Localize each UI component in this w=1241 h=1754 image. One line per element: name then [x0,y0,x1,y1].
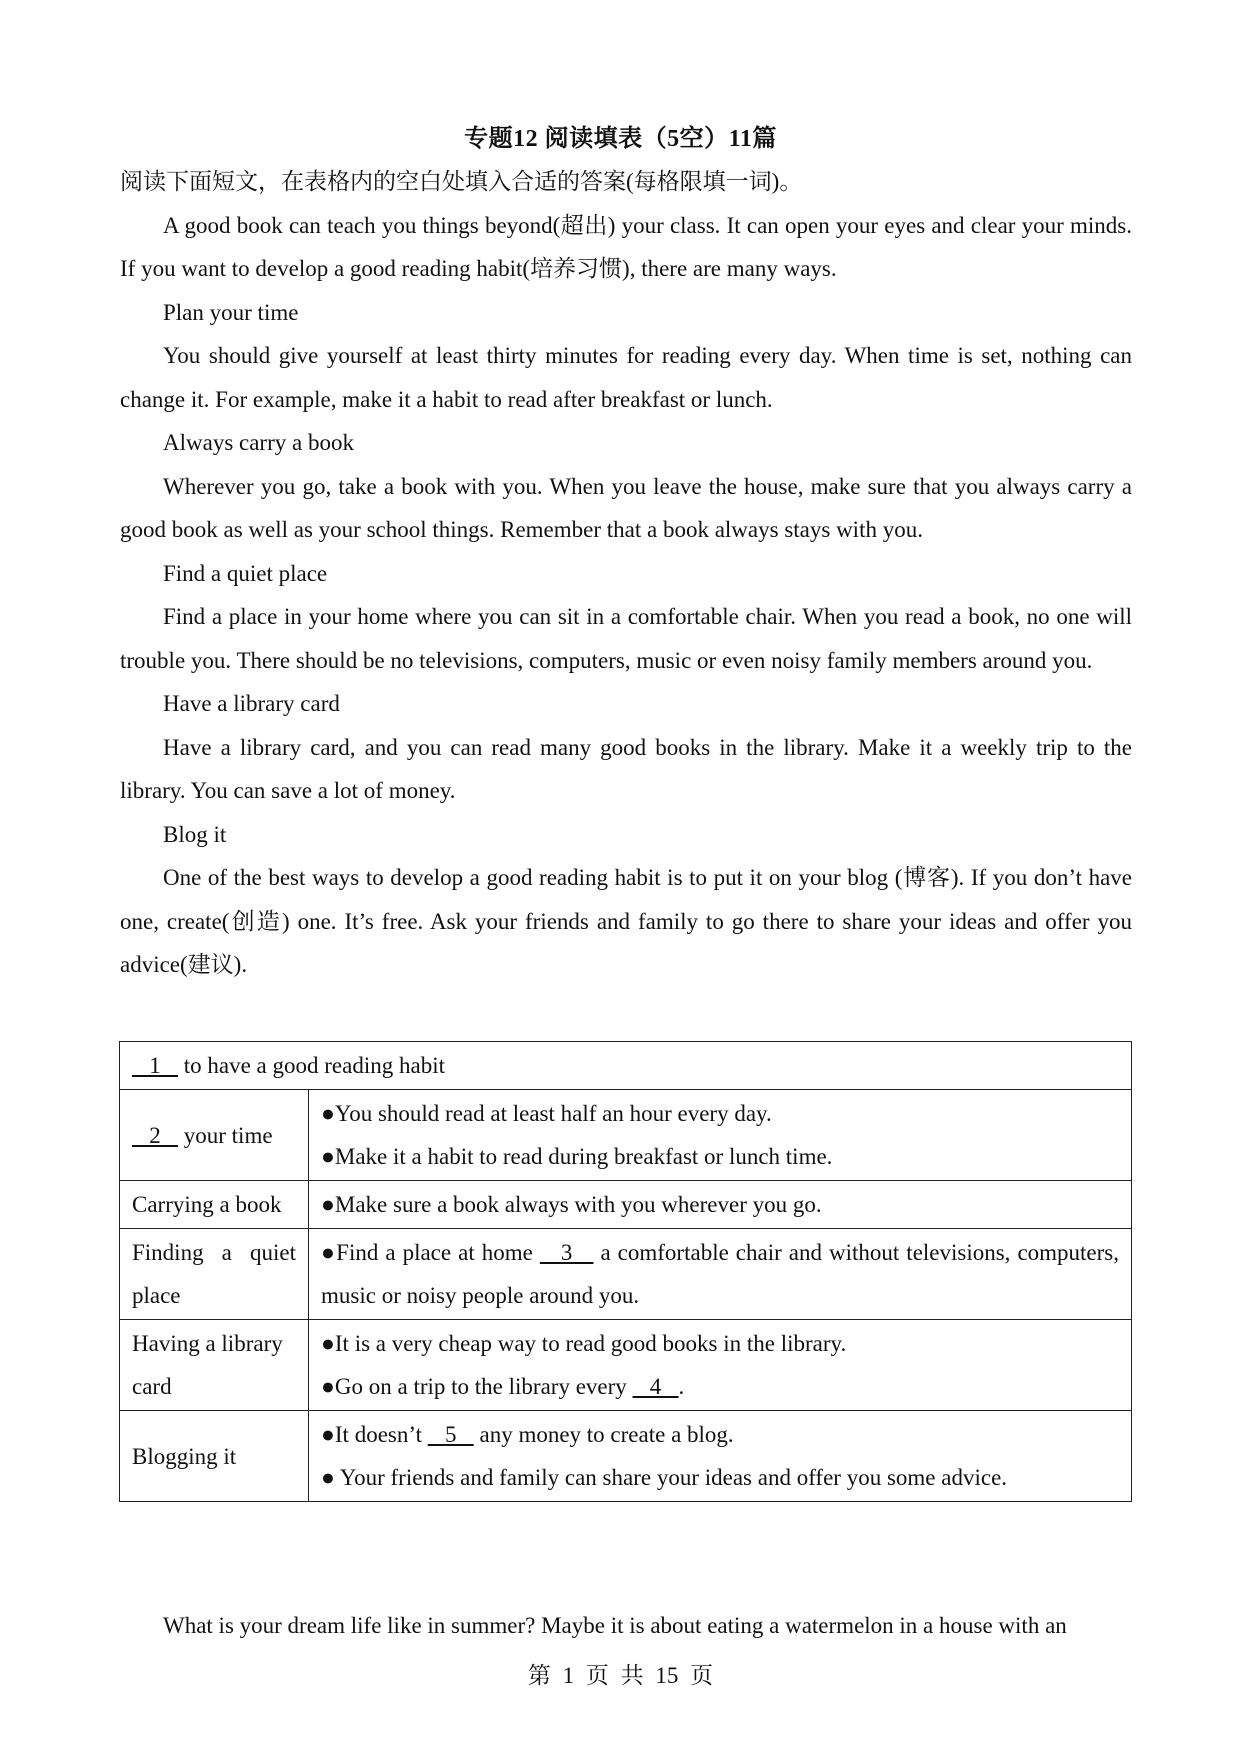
next-passage-start: What is your dream life like in summer? Maybe it is about eating a watermelon in a house with an [163,1613,1067,1638]
table-header-row [120,1042,1132,1090]
row-label-cell [120,1181,309,1229]
passage-paragraph: One of the best ways to develop a good reading habit is to put it on your blog (博客). If you don’t have one, create(创造) one. It’s free. Ask your friends and family to go there to share your ideas and offer you advice(建议). [120,865,1132,977]
row-label-cell [120,1229,309,1320]
section-heading: Always carry a book [163,430,354,455]
table-row [120,1090,1132,1181]
blank-1[interactable]: 1 [132,1053,178,1078]
instruction: 阅读下面短文，在表格内的空白处填入合适的答案(每格限填一词)。 [120,169,803,194]
bullet-line: ●Make sure a book always with you wherever you go. [321,1192,822,1217]
bullet-line-end: any money to create a blog. [473,1422,734,1447]
section-heading: Have a library card [163,691,340,716]
bullet-line [321,1365,1119,1408]
row-content-cell [309,1181,1132,1229]
bullet-line: ●You should read at least half an hour every day. [321,1101,772,1126]
passage-paragraph: Wherever you go, take a book with you. When you leave the house, make sure that you always carry a good book as well as your school things. Remember that a book always stays with you. [120,473,1132,542]
passage-paragraph: A good book can teach you things beyond(超出) your class. It can open your eyes and clear your minds. If you want to develop a good reading habit(培养习惯), there are many ways. [120,212,1132,281]
page-title: 专题12 阅读填表（5空）11篇 [464,126,777,152]
blank-3[interactable]: 3 [539,1240,594,1265]
blank-5[interactable]: 5 [427,1422,474,1447]
table-row [120,1320,1132,1411]
table-row [120,1411,1132,1502]
row-label: Having a library card [132,1331,283,1399]
header-text: to have a good reading habit [178,1053,445,1078]
row-label-cell [120,1090,309,1181]
bullet-line [321,1413,1119,1456]
row-label-cell [120,1411,309,1502]
row-content-cell [309,1229,1132,1320]
table-row [120,1229,1132,1320]
bullet-line: ●Make it a habit to read during breakfast or lunch time. [321,1144,833,1169]
blank-2[interactable]: 2 [132,1122,178,1148]
bullet-line-start: ●Find a place at home [321,1240,540,1265]
section-heading: Blog it [163,821,227,847]
row-label-cell [120,1320,309,1411]
row-label: Blogging it [132,1443,237,1469]
bullet-line-end: . [678,1374,685,1399]
bullet-line: ● Your friends and family can share your ideas and offer you some advice. [321,1465,1008,1490]
row-content-cell [309,1090,1132,1181]
section-heading: Find a quiet place [163,560,328,586]
bullet-line: ●It is a very cheap way to read good books in the library. [321,1331,847,1356]
row-content-cell [309,1411,1132,1502]
table-row [120,1181,1132,1229]
table-header-cell [120,1042,1132,1090]
page-footer: 第 1 页 共 15 页 [527,1663,714,1688]
reading-content [120,160,1132,987]
blank-4[interactable]: 4 [632,1374,679,1399]
fill-in-table [119,1041,1132,1502]
passage-paragraph: Have a library card, and you can read many good books in the library. Make it a weekly trip to the library. You can save a lot of money. [120,734,1132,803]
row-label: Carrying a book [132,1192,282,1217]
passage-paragraph: Find a place in your home where you can sit in a comfortable chair. When you read a book, no one will trouble you. There should be no televisions, computers, music or even noisy family members around you. [120,604,1132,673]
row-label: Finding a quiet place [132,1240,296,1308]
row-content-cell [309,1320,1132,1411]
bullet-line-start: ●It doesn’t [321,1422,428,1447]
bullet-line-end: a comfortable chair and without televisions, computers, music or noisy people around you. [321,1240,1120,1308]
passage-paragraph: You should give yourself at least thirty minutes for reading every day. When time is set, nothing can change it. For example, make it a habit to read after breakfast or lunch. [120,343,1132,412]
row-label: your time [178,1122,273,1148]
section-heading: Plan your time [163,299,299,325]
bullet-line-start: ●Go on a trip to the library every [321,1374,633,1399]
